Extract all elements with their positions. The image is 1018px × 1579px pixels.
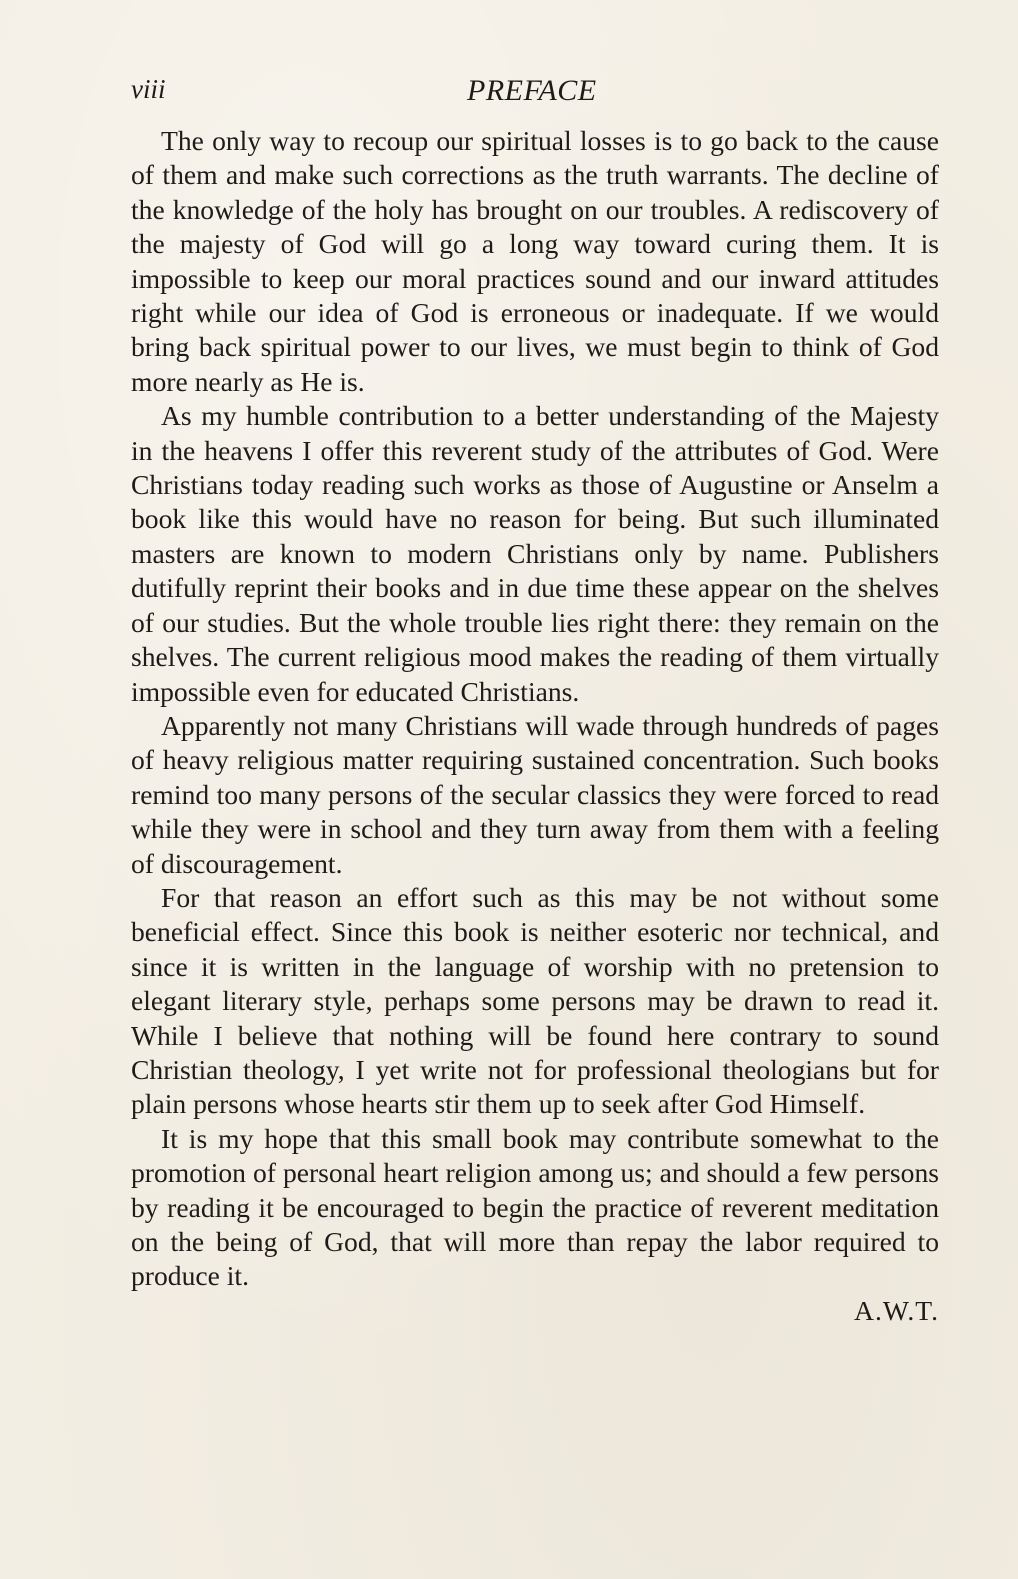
author-signature: A.W.T. [854,1294,939,1326]
paragraph-2: As my humble contribution to a better understanding of the Majesty in the heavens I offer this reverent study of the attributes of God. Were Christians today reading such works as those of Augustine or Anselm a book like this would have no reason for being. But such illuminated masters are known to modern Christians only by name. Publishers dutifully reprint their books and in due time these appear on the shelves of our studies. But the whole trouble lies right there: they remain on the shelves. The current religious mood makes the reading of them virtually impossible even for educated Christians. [131,400,939,707]
paragraph-5: It is my hope that this small book may contribute somewhat to the promotion of personal heart religion among us; and should a few persons by reading it be encouraged to begin the practice of reverent meditation on the being of God, that will more than repay the labor required to produce it. [131,1122,939,1292]
body-text [131,124,939,1328]
paragraph-4: For that reason an effort such as this may be not without some beneficial effect. Since this book is neither esoteric nor technical, and since it is written in the language of worship with no pretension to elegant literary style, perhaps some persons may be drawn to read it. While I believe that nothing will be found here contrary to sound Christian theology, I yet write not for professional theologians but for plain persons whose hearts stir them up to seek after God Himself. [131,881,939,1120]
page-number: viii [131,74,166,104]
paragraph-3: Apparently not many Christians will wade through hundreds of pages of heavy religious matter requiring sustained concentration. Such books remind too many persons of the secular classics they were forced to read while they were in school and they turn away from them with a feeling of discouragement. [131,709,939,879]
paragraph-1: The only way to recoup our spiritual losses is to go back to the cause of them and make such corrections as the truth warrants. The decline of the knowledge of the holy has brought on our troubles. A rediscovery of the majesty of God will go a long way toward curing them. It is impossible to keep our moral practices sound and our inward attitudes right while our idea of God is erroneous or inadequate. If we would bring back spiritual power to our lives, we must begin to think of God more nearly as He is. [131,125,939,397]
running-head [131,74,939,114]
section-title: PREFACE [467,74,597,107]
